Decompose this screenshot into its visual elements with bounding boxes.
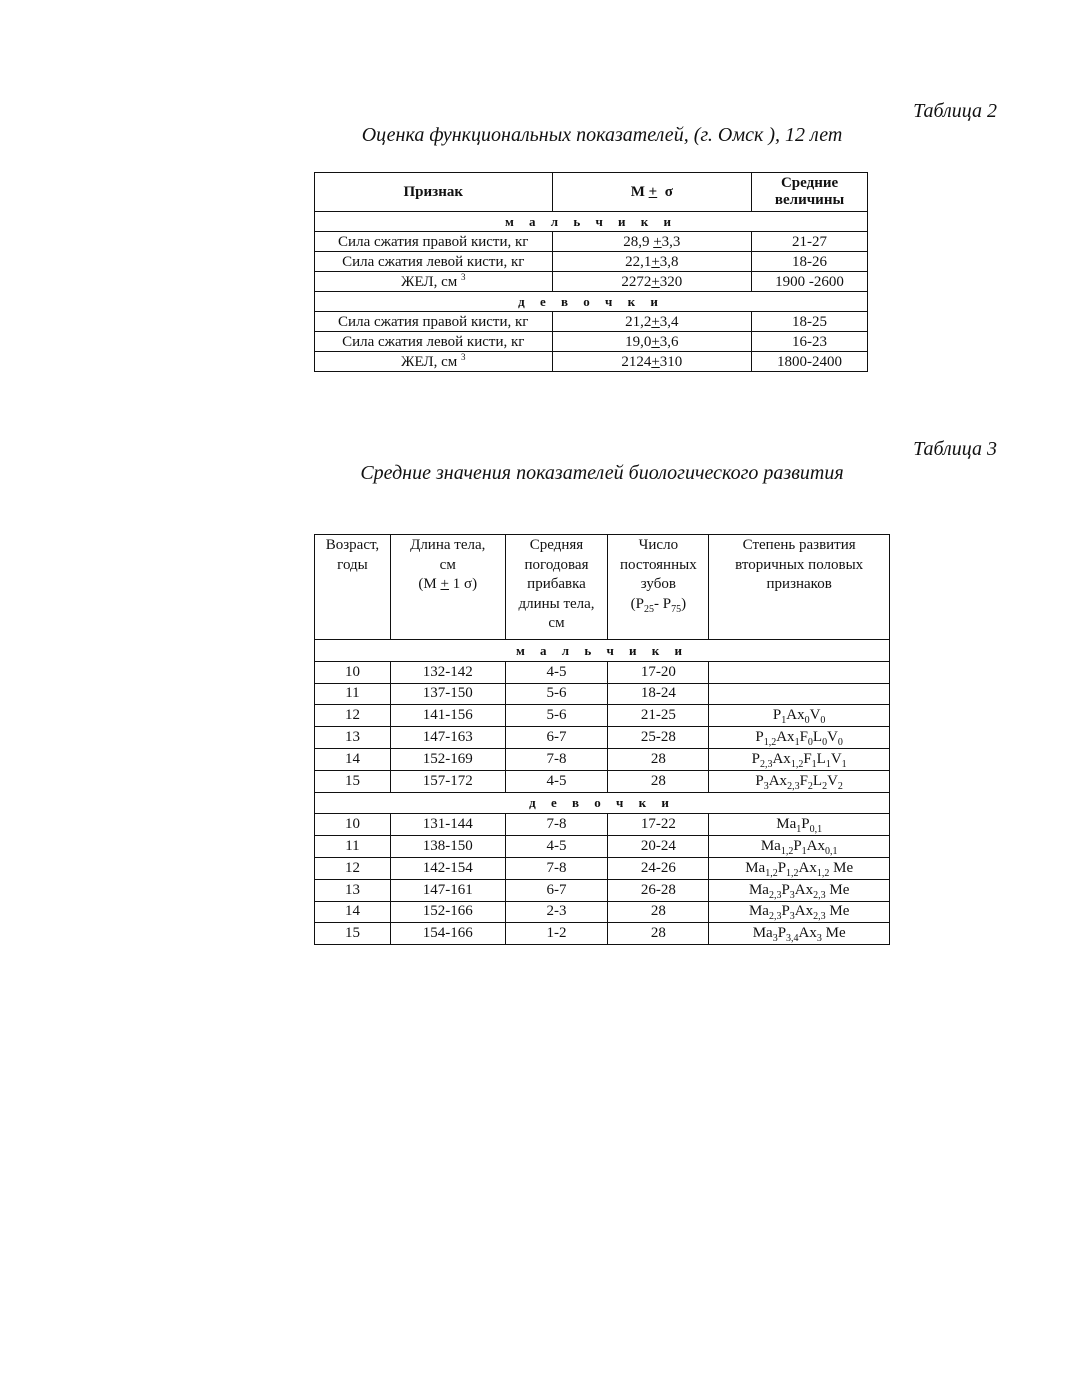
- cell-attribute: ЖЕЛ, см $^3$: [315, 272, 553, 292]
- cell-yearly-gain: 7-8: [505, 814, 608, 836]
- cell-average: 16-23: [752, 332, 868, 352]
- cell-age: 14: [315, 901, 391, 923]
- table-row: [315, 272, 868, 292]
- table-row: [315, 252, 868, 272]
- cell-age: 10: [315, 814, 391, 836]
- cell-mean-sd: 28,9 +3,3: [552, 232, 752, 252]
- section-row: [315, 212, 868, 232]
- cell-teeth-count: 21-25: [608, 705, 709, 727]
- header-average-values: Средние величины: [752, 173, 868, 212]
- cell-yearly-gain: 4-5: [505, 836, 608, 858]
- cell-yearly-gain: 4-5: [505, 661, 608, 683]
- cell-body-length: 157-172: [390, 770, 505, 792]
- table-row: [315, 814, 890, 836]
- header-mean-sd: M + σ: [552, 173, 752, 212]
- cell-sexual-development: $Ma_{1,2}P_{1,2}Ax_{1,2}$ Me: [709, 857, 890, 879]
- table-row: [315, 332, 868, 352]
- cell-teeth-count: 28: [608, 923, 709, 945]
- table2-label: Таблица 2: [913, 100, 997, 122]
- cell-sexual-development: $Ma_{2,3}P_3Ax_{2,3}$ Me: [709, 879, 890, 901]
- section-row: [315, 792, 890, 814]
- cell-yearly-gain: 2-3: [505, 901, 608, 923]
- table-row: [315, 857, 890, 879]
- cell-teeth-count: 24-26: [608, 857, 709, 879]
- section-label: д е в о ч к и: [315, 792, 890, 814]
- cell-attribute: Сила сжатия левой кисти, кг: [315, 332, 553, 352]
- section-label: м а л ь ч и к и: [315, 640, 890, 662]
- table-row: [315, 901, 890, 923]
- cell-age: 15: [315, 770, 391, 792]
- cell-body-length: 132-142: [390, 661, 505, 683]
- cell-yearly-gain: 1-2: [505, 923, 608, 945]
- cell-sexual-development: $P_{1,2}Ax_1F_0L_0V_0$: [709, 727, 890, 749]
- section-label: м а л ь ч и к и: [315, 212, 868, 232]
- cell-sexual-development: $P_{2,3}Ax_{1,2}F_1L_1V_1$: [709, 748, 890, 770]
- table-row: [315, 705, 890, 727]
- cell-attribute: ЖЕЛ, см $^3$: [315, 352, 553, 372]
- cell-teeth-count: 18-24: [608, 683, 709, 705]
- header-attribute: Признак: [315, 173, 553, 212]
- table-row: [315, 879, 890, 901]
- table2-title: Оценка функциональных показателей, (г. Омск ), 12 лет: [361, 124, 843, 146]
- cell-yearly-gain: 7-8: [505, 748, 608, 770]
- cell-sexual-development: $Ma_3P_{3,4}Ax_3$ Me: [709, 923, 890, 945]
- cell-body-length: 154-166: [390, 923, 505, 945]
- cell-mean-sd: 2124+310: [552, 352, 752, 372]
- cell-body-length: 147-163: [390, 727, 505, 749]
- table-row: [315, 232, 868, 252]
- table2: [314, 172, 868, 372]
- cell-teeth-count: 28: [608, 901, 709, 923]
- header-yearly-gain: Средняя погодовая прибавка длины тела, см: [505, 535, 608, 640]
- cell-average: 18-26: [752, 252, 868, 272]
- cell-teeth-count: 28: [608, 770, 709, 792]
- cell-age: 13: [315, 879, 391, 901]
- section-row: [315, 640, 890, 662]
- table2-header-row: [315, 173, 868, 212]
- cell-age: 15: [315, 923, 391, 945]
- cell-body-length: 152-169: [390, 748, 505, 770]
- cell-teeth-count: 28: [608, 748, 709, 770]
- table-row: [315, 923, 890, 945]
- table-row: [315, 661, 890, 683]
- cell-body-length: 131-144: [390, 814, 505, 836]
- cell-body-length: 147-161: [390, 879, 505, 901]
- cell-yearly-gain: 5-6: [505, 683, 608, 705]
- header-body-length: Длина тела, см (M + 1 σ): [390, 535, 505, 640]
- header-teeth-count: Число постоянных зубов ($P_{25}-$ $P_{75}$): [608, 535, 709, 640]
- table3-title: Средние значения показателей биологического развития: [360, 462, 844, 484]
- cell-sexual-development: [709, 683, 890, 705]
- cell-teeth-count: 25-28: [608, 727, 709, 749]
- cell-sexual-development: [709, 661, 890, 683]
- cell-sexual-development: $Ma_{2,3}P_3Ax_{2,3}$ Me: [709, 901, 890, 923]
- cell-body-length: 142-154: [390, 857, 505, 879]
- cell-sexual-development: $Ma_{1,2}P_1Ax_{0,1}$: [709, 836, 890, 858]
- cell-body-length: 137-150: [390, 683, 505, 705]
- cell-age: 13: [315, 727, 391, 749]
- cell-teeth-count: 17-20: [608, 661, 709, 683]
- cell-teeth-count: 26-28: [608, 879, 709, 901]
- cell-yearly-gain: 4-5: [505, 770, 608, 792]
- cell-average: 1800-2400: [752, 352, 868, 372]
- table-row: [315, 727, 890, 749]
- table3: [314, 534, 890, 945]
- cell-sexual-development: $P_1Ax_0V_0$: [709, 705, 890, 727]
- cell-mean-sd: 2272+320: [552, 272, 752, 292]
- cell-age: 11: [315, 683, 391, 705]
- table-row: [315, 748, 890, 770]
- table-row: [315, 770, 890, 792]
- table-row: [315, 836, 890, 858]
- cell-sexual-development: $P_3Ax_{2,3}F_2L_2V_2$: [709, 770, 890, 792]
- cell-sexual-development: $Ma_1P_{0,1}$: [709, 814, 890, 836]
- cell-yearly-gain: 5-6: [505, 705, 608, 727]
- cell-average: 18-25: [752, 312, 868, 332]
- table3-header-row: [315, 535, 890, 640]
- table3-label: Таблица 3: [913, 438, 997, 460]
- cell-teeth-count: 20-24: [608, 836, 709, 858]
- cell-attribute: Сила сжатия правой кисти, кг: [315, 232, 553, 252]
- cell-body-length: 152-166: [390, 901, 505, 923]
- cell-mean-sd: 21,2+3,4: [552, 312, 752, 332]
- table-row: [315, 683, 890, 705]
- header-age: Возраст, годы: [315, 535, 391, 640]
- cell-age: 12: [315, 857, 391, 879]
- cell-yearly-gain: 6-7: [505, 727, 608, 749]
- cell-age: 11: [315, 836, 391, 858]
- cell-teeth-count: 17-22: [608, 814, 709, 836]
- table-row: [315, 312, 868, 332]
- table-row: [315, 352, 868, 372]
- cell-age: 10: [315, 661, 391, 683]
- cell-average: 21-27: [752, 232, 868, 252]
- cell-age: 12: [315, 705, 391, 727]
- cell-age: 14: [315, 748, 391, 770]
- cell-average: 1900 -2600: [752, 272, 868, 292]
- cell-attribute: Сила сжатия левой кисти, кг: [315, 252, 553, 272]
- cell-attribute: Сила сжатия правой кисти, кг: [315, 312, 553, 332]
- cell-yearly-gain: 7-8: [505, 857, 608, 879]
- cell-yearly-gain: 6-7: [505, 879, 608, 901]
- cell-mean-sd: 19,0+3,6: [552, 332, 752, 352]
- header-sexual-development: Степень развития вторичных половых признаков: [709, 535, 890, 640]
- cell-body-length: 138-150: [390, 836, 505, 858]
- cell-mean-sd: 22,1+3,8: [552, 252, 752, 272]
- section-row: [315, 292, 868, 312]
- section-label: д е в о ч к и: [315, 292, 868, 312]
- cell-body-length: 141-156: [390, 705, 505, 727]
